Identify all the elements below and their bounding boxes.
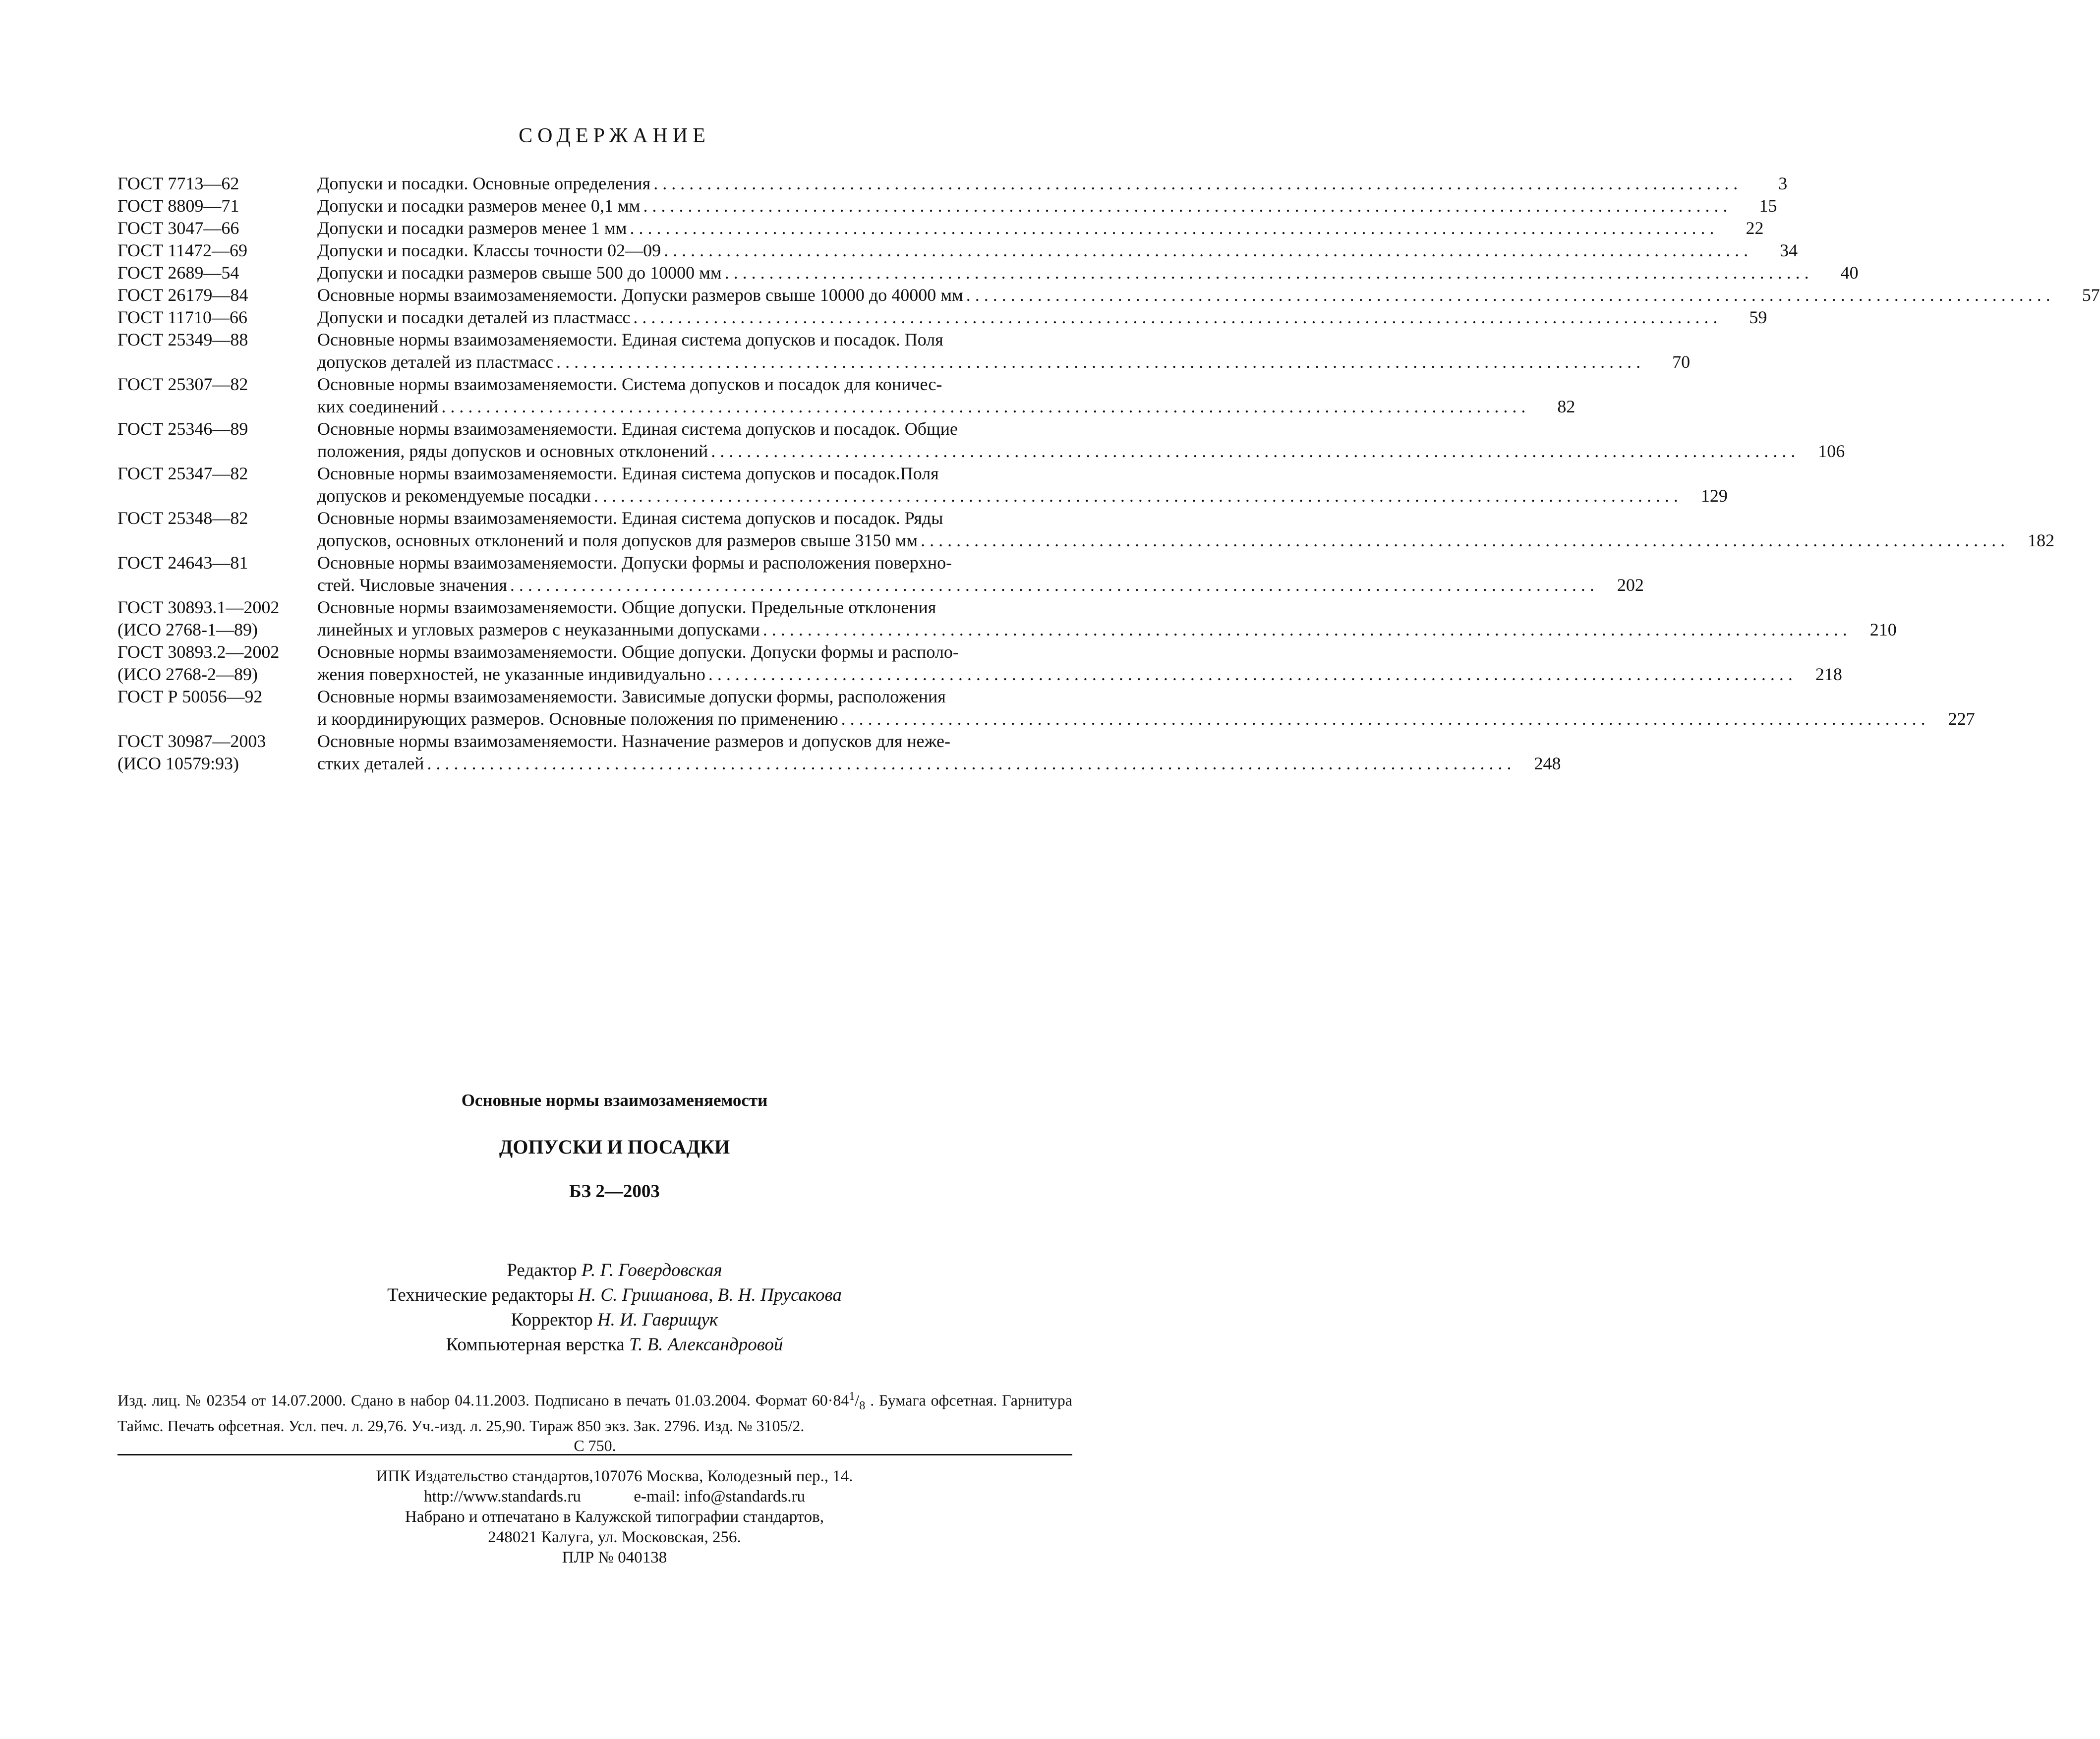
standard-code: ГОСТ 24643—81 bbox=[117, 553, 248, 573]
toc-entry-title bbox=[317, 239, 1798, 262]
toc-entry bbox=[117, 239, 1798, 262]
toc-entry bbox=[117, 686, 1975, 730]
toc-entry-code bbox=[117, 373, 317, 418]
standard-code: ГОСТ 7713—62 bbox=[117, 174, 239, 193]
toc-entry-title bbox=[317, 686, 1975, 730]
toc-entry-title bbox=[317, 730, 1561, 775]
book-title: ДОПУСКИ И ПОСАДКИ bbox=[499, 1136, 730, 1158]
credit-layout bbox=[0, 1333, 1229, 1357]
standard-code: ГОСТ 8809—71 bbox=[117, 196, 239, 216]
toc-entry-text: Основные нормы взаимозаменяемости. Единая система допусков и посадок.Поля bbox=[317, 464, 939, 483]
toc-entry-code bbox=[117, 239, 317, 262]
toc-page-number: 15 bbox=[1759, 196, 1777, 216]
toc-entry-code bbox=[117, 217, 317, 239]
toc-entry-text: Допуски и посадки размеров менее 0,1 мм bbox=[317, 196, 641, 216]
toc-page-number: 202 bbox=[1617, 575, 1644, 595]
toc-entry-text: линейных и угловых размеров с неуказанными допусками bbox=[317, 620, 760, 639]
toc-page-number: 70 bbox=[1672, 352, 1691, 372]
toc-entry bbox=[117, 418, 1845, 463]
standard-code: ГОСТ 30987—2003 bbox=[117, 731, 266, 751]
toc-entry bbox=[117, 195, 1777, 217]
toc-page-number: 22 bbox=[1746, 218, 1764, 238]
toc-entry-code bbox=[117, 262, 317, 284]
toc-entry bbox=[117, 217, 1764, 239]
toc-page-number: 106 bbox=[1818, 441, 1845, 461]
dot-leader bbox=[963, 284, 2050, 306]
imprint bbox=[117, 1387, 1072, 1455]
standard-code: ГОСТ 25347—82 bbox=[117, 464, 248, 483]
divider bbox=[117, 1454, 1072, 1455]
toc-entry-text: Основные нормы взаимозаменяемости. Единая система допусков и посадок. Общие bbox=[317, 419, 958, 439]
toc-entry bbox=[117, 596, 1897, 641]
toc-entry-code bbox=[117, 173, 317, 195]
toc-entry-code bbox=[117, 306, 317, 329]
publisher-address: ИПК Издательство стандартов,107076 Москва, Колодезный пер., 14. bbox=[376, 1467, 853, 1485]
toc-entry-text: Основные нормы взаимозаменяемости. Единая система допусков и посадок. Поля bbox=[317, 330, 943, 349]
toc-entry bbox=[117, 329, 1691, 373]
standard-code: ГОСТ 30893.1—2002 bbox=[117, 597, 280, 617]
toc-entry bbox=[117, 373, 1575, 418]
toc-page-number: 57 bbox=[2082, 285, 2100, 305]
dot-leader bbox=[627, 217, 1714, 239]
book-code: БЗ 2—2003 bbox=[569, 1181, 660, 1202]
toc-page-number: 82 bbox=[1557, 397, 1575, 416]
toc-entry-title bbox=[317, 306, 1767, 329]
toc-page-number: 210 bbox=[1869, 620, 1897, 639]
toc-page-number: 3 bbox=[1778, 174, 1788, 193]
toc-entry-text: Основные нормы взаимозаменяемости. Система допусков и посадок для коничес- bbox=[317, 374, 942, 394]
toc-entry-text: Основные нормы взаимозаменяемости. Зависимые допуски формы, расположения bbox=[317, 687, 946, 706]
toc-entry-title bbox=[317, 507, 2054, 552]
dot-leader bbox=[438, 396, 1525, 418]
credit-tech-names: Н. С. Гришанова, В. Н. Прусакова bbox=[578, 1285, 842, 1305]
credit-tech-editors bbox=[0, 1283, 1229, 1308]
toc-entry-title bbox=[317, 463, 1728, 507]
standard-code: ГОСТ 30893.2—2002 bbox=[117, 642, 280, 662]
toc-entry-code bbox=[117, 329, 317, 373]
toc-entry-code bbox=[117, 507, 317, 552]
toc-entry-title bbox=[317, 329, 1690, 373]
toc-entry-text: стей. Числовые значения bbox=[317, 575, 507, 595]
dot-leader bbox=[650, 173, 1738, 195]
toc-entry-text: Основные нормы взаимозаменяемости. Общие допуски. Предельные отклонения bbox=[317, 597, 936, 617]
toc-entry-code bbox=[117, 195, 317, 217]
toc-entry-text: Основные нормы взаимозаменяемости. Допуски размеров свыше 10000 до 40000 мм bbox=[317, 285, 963, 305]
standard-code: ГОСТ 25346—89 bbox=[117, 419, 248, 439]
credits bbox=[0, 1258, 1229, 1357]
toc-page-number: 182 bbox=[2028, 530, 2055, 550]
toc-entry-title bbox=[317, 373, 1575, 418]
toc-entry bbox=[117, 262, 1859, 284]
toc-entry bbox=[117, 730, 1561, 775]
toc-page-number: 59 bbox=[1749, 307, 1767, 327]
toc-entry-code bbox=[117, 418, 317, 463]
credit-editor-label: Редактор bbox=[507, 1260, 577, 1280]
publisher-info bbox=[0, 1466, 1229, 1568]
credit-editor bbox=[0, 1258, 1229, 1283]
dot-leader bbox=[760, 619, 1847, 641]
credit-layout-name: Т. В. Александровой bbox=[629, 1334, 783, 1355]
book-series: Основные нормы взаимозаменяемости bbox=[461, 1091, 768, 1110]
publisher-email: e-mail: info@standards.ru bbox=[634, 1488, 805, 1506]
standard-code: ГОСТ 25307—82 bbox=[117, 374, 248, 394]
toc-page-number: 34 bbox=[1780, 240, 1798, 260]
dot-leader bbox=[640, 195, 1727, 217]
dot-leader bbox=[918, 529, 2005, 552]
toc-entry-code bbox=[117, 686, 317, 730]
toc-page-number: 248 bbox=[1534, 754, 1561, 773]
format-fraction-numerator: 1 bbox=[849, 1390, 855, 1403]
toc-entry-code bbox=[117, 463, 317, 507]
toc-entry-text: и координирующих размеров. Основные положения по применению bbox=[317, 709, 838, 729]
table-of-contents bbox=[117, 173, 2100, 775]
toc-entry-title bbox=[317, 641, 1842, 686]
toc-entry-code bbox=[117, 284, 317, 306]
publisher-contacts bbox=[0, 1487, 1229, 1507]
credit-corrector bbox=[0, 1308, 1229, 1333]
toc-entry-text: Допуски и посадки размеров менее 1 мм bbox=[317, 218, 627, 238]
toc-entry-code bbox=[117, 641, 317, 686]
dot-leader bbox=[708, 440, 1795, 463]
standard-code: (ИСО 2768-1—89) bbox=[117, 620, 258, 639]
toc-entry-text: Основные нормы взаимозаменяемости. Допуски формы и расположения поверхно- bbox=[317, 553, 952, 573]
toc-entry-text: Основные нормы взаимозаменяемости. Назначение размеров и допусков для неже- bbox=[317, 731, 950, 751]
toc-entry-text: жения поверхностей, не указанные индивидуально bbox=[317, 664, 705, 684]
toc-page-number: 40 bbox=[1840, 263, 1859, 283]
dot-leader bbox=[838, 708, 1925, 730]
standard-code: ГОСТ 11710—66 bbox=[117, 307, 248, 327]
dot-leader bbox=[507, 574, 1594, 596]
toc-entry-text: допусков, основных отклонений и поля допусков для размеров свыше 3150 мм bbox=[317, 530, 918, 550]
dot-leader bbox=[553, 351, 1640, 373]
toc-entry-text: Допуски и посадки. Основные определения bbox=[317, 174, 651, 193]
toc-entry-text: ких соединений bbox=[317, 397, 439, 416]
standard-code: ГОСТ 25348—82 bbox=[117, 508, 248, 528]
dot-leader bbox=[424, 753, 1511, 775]
dot-leader bbox=[661, 239, 1748, 262]
standard-code: ГОСТ 2689—54 bbox=[117, 263, 239, 283]
format-fraction-denominator: 8 bbox=[859, 1399, 866, 1413]
standard-code: ГОСТ 11472—69 bbox=[117, 240, 248, 260]
toc-entry-text: Допуски и посадки. Классы точности 02—09 bbox=[317, 240, 661, 260]
printer-line: Набрано и отпечатано в Калужской типографии стандартов, bbox=[405, 1508, 824, 1526]
standard-code: ГОСТ 25349—88 bbox=[117, 330, 248, 349]
toc-heading: СОДЕРЖАНИЕ bbox=[519, 124, 710, 147]
toc-entry bbox=[117, 641, 1842, 686]
toc-entry-text: стких деталей bbox=[317, 754, 424, 773]
toc-page-number: 227 bbox=[1948, 709, 1975, 729]
toc-page-number: 129 bbox=[1700, 486, 1728, 506]
standard-code: ГОСТ 26179—84 bbox=[117, 285, 248, 305]
toc-entry-title bbox=[317, 418, 1845, 463]
toc-entry bbox=[117, 173, 1788, 195]
dot-leader bbox=[630, 306, 1717, 329]
publisher-url: http://www.standards.ru bbox=[424, 1488, 581, 1506]
toc-entry-title bbox=[317, 217, 1763, 239]
toc-entry-text: допусков деталей из пластмасс bbox=[317, 352, 554, 372]
credit-corrector-name: Н. И. Гаврищук bbox=[597, 1310, 718, 1330]
toc-page-number: 218 bbox=[1815, 664, 1842, 684]
credit-layout-label: Компьютерная верстка bbox=[446, 1334, 625, 1355]
dot-leader bbox=[722, 262, 1809, 284]
toc-entry-title bbox=[317, 284, 2100, 306]
standard-code: ГОСТ Р 50056—92 bbox=[117, 687, 263, 706]
imprint-details: Изд. лиц. № 02354 от 14.07.2000. Сдано в набор 04.11.2003. Подписано в печать 01.03.2004. Формат $60\cdot 84^1/_8$ . Бумага офсетная. Гарнитура Таймс. Печать офсетная. Усл. печ. л. 29,76. Уч.-изд. л. 25,90. Тираж 850 экз. Зак. 2796. Изд. № 3105/2. bbox=[117, 1390, 1073, 1435]
toc-entry bbox=[117, 306, 1767, 329]
credit-corrector-label: Корректор bbox=[511, 1310, 593, 1330]
toc-entry bbox=[117, 552, 1644, 596]
toc-entry-title bbox=[317, 262, 1859, 284]
imprint-text-end: . Бумага офсетная. Гарнитура Таймс. Печать офсетная. Усл. печ. л. 29,76. Уч.-изд. л. 25,90. Тираж 850 экз. Зак. 2796. Изд. № 3105/2. bbox=[117, 1391, 1073, 1435]
credit-tech-label: Технические редакторы bbox=[387, 1285, 574, 1305]
credit-editor-name: Р. Г. Говердовская bbox=[582, 1260, 722, 1280]
toc-entry-code bbox=[117, 552, 317, 596]
toc-entry-text: Основные нормы взаимозаменяемости. Единая система допусков и посадок. Ряды bbox=[317, 508, 943, 528]
toc-entry bbox=[117, 507, 2055, 552]
toc-entry bbox=[117, 284, 2100, 306]
toc-entry-title bbox=[317, 173, 1787, 195]
standard-code: ГОСТ 3047—66 bbox=[117, 218, 239, 238]
toc-entry-text: допусков и рекомендуемые посадки bbox=[317, 486, 591, 506]
toc-entry bbox=[117, 463, 1728, 507]
standard-code: (ИСО 2768-2—89) bbox=[117, 664, 258, 684]
dot-leader bbox=[705, 663, 1793, 686]
imprint-text-start: Изд. лиц. № 02354 от 14.07.2000. Сдано в набор 04.11.2003. Подписано в печать 01.03.2004. Формат 60·84 bbox=[117, 1391, 849, 1409]
toc-entry-text: Допуски и посадки размеров свыше 500 до 10000 мм bbox=[317, 263, 722, 283]
printer-address: 248021 Калуга, ул. Московская, 256. bbox=[488, 1528, 741, 1546]
toc-entry-text: Основные нормы взаимозаменяемости. Общие допуски. Допуски формы и располо- bbox=[317, 642, 959, 662]
standard-code: (ИСО 10579:93) bbox=[117, 754, 239, 773]
toc-entry-title bbox=[317, 596, 1897, 641]
toc-entry-text: Допуски и посадки деталей из пластмасс bbox=[317, 307, 631, 327]
dot-leader bbox=[591, 485, 1678, 507]
toc-entry-title bbox=[317, 552, 1644, 596]
toc-entry-title bbox=[317, 195, 1777, 217]
toc-entry-code bbox=[117, 596, 317, 641]
toc-entry-code bbox=[117, 730, 317, 775]
license-number: ПЛР № 040138 bbox=[562, 1549, 667, 1566]
toc-entry-text: положения, ряды допусков и основных отклонений bbox=[317, 441, 708, 461]
imprint-price: С 750. bbox=[574, 1437, 616, 1455]
